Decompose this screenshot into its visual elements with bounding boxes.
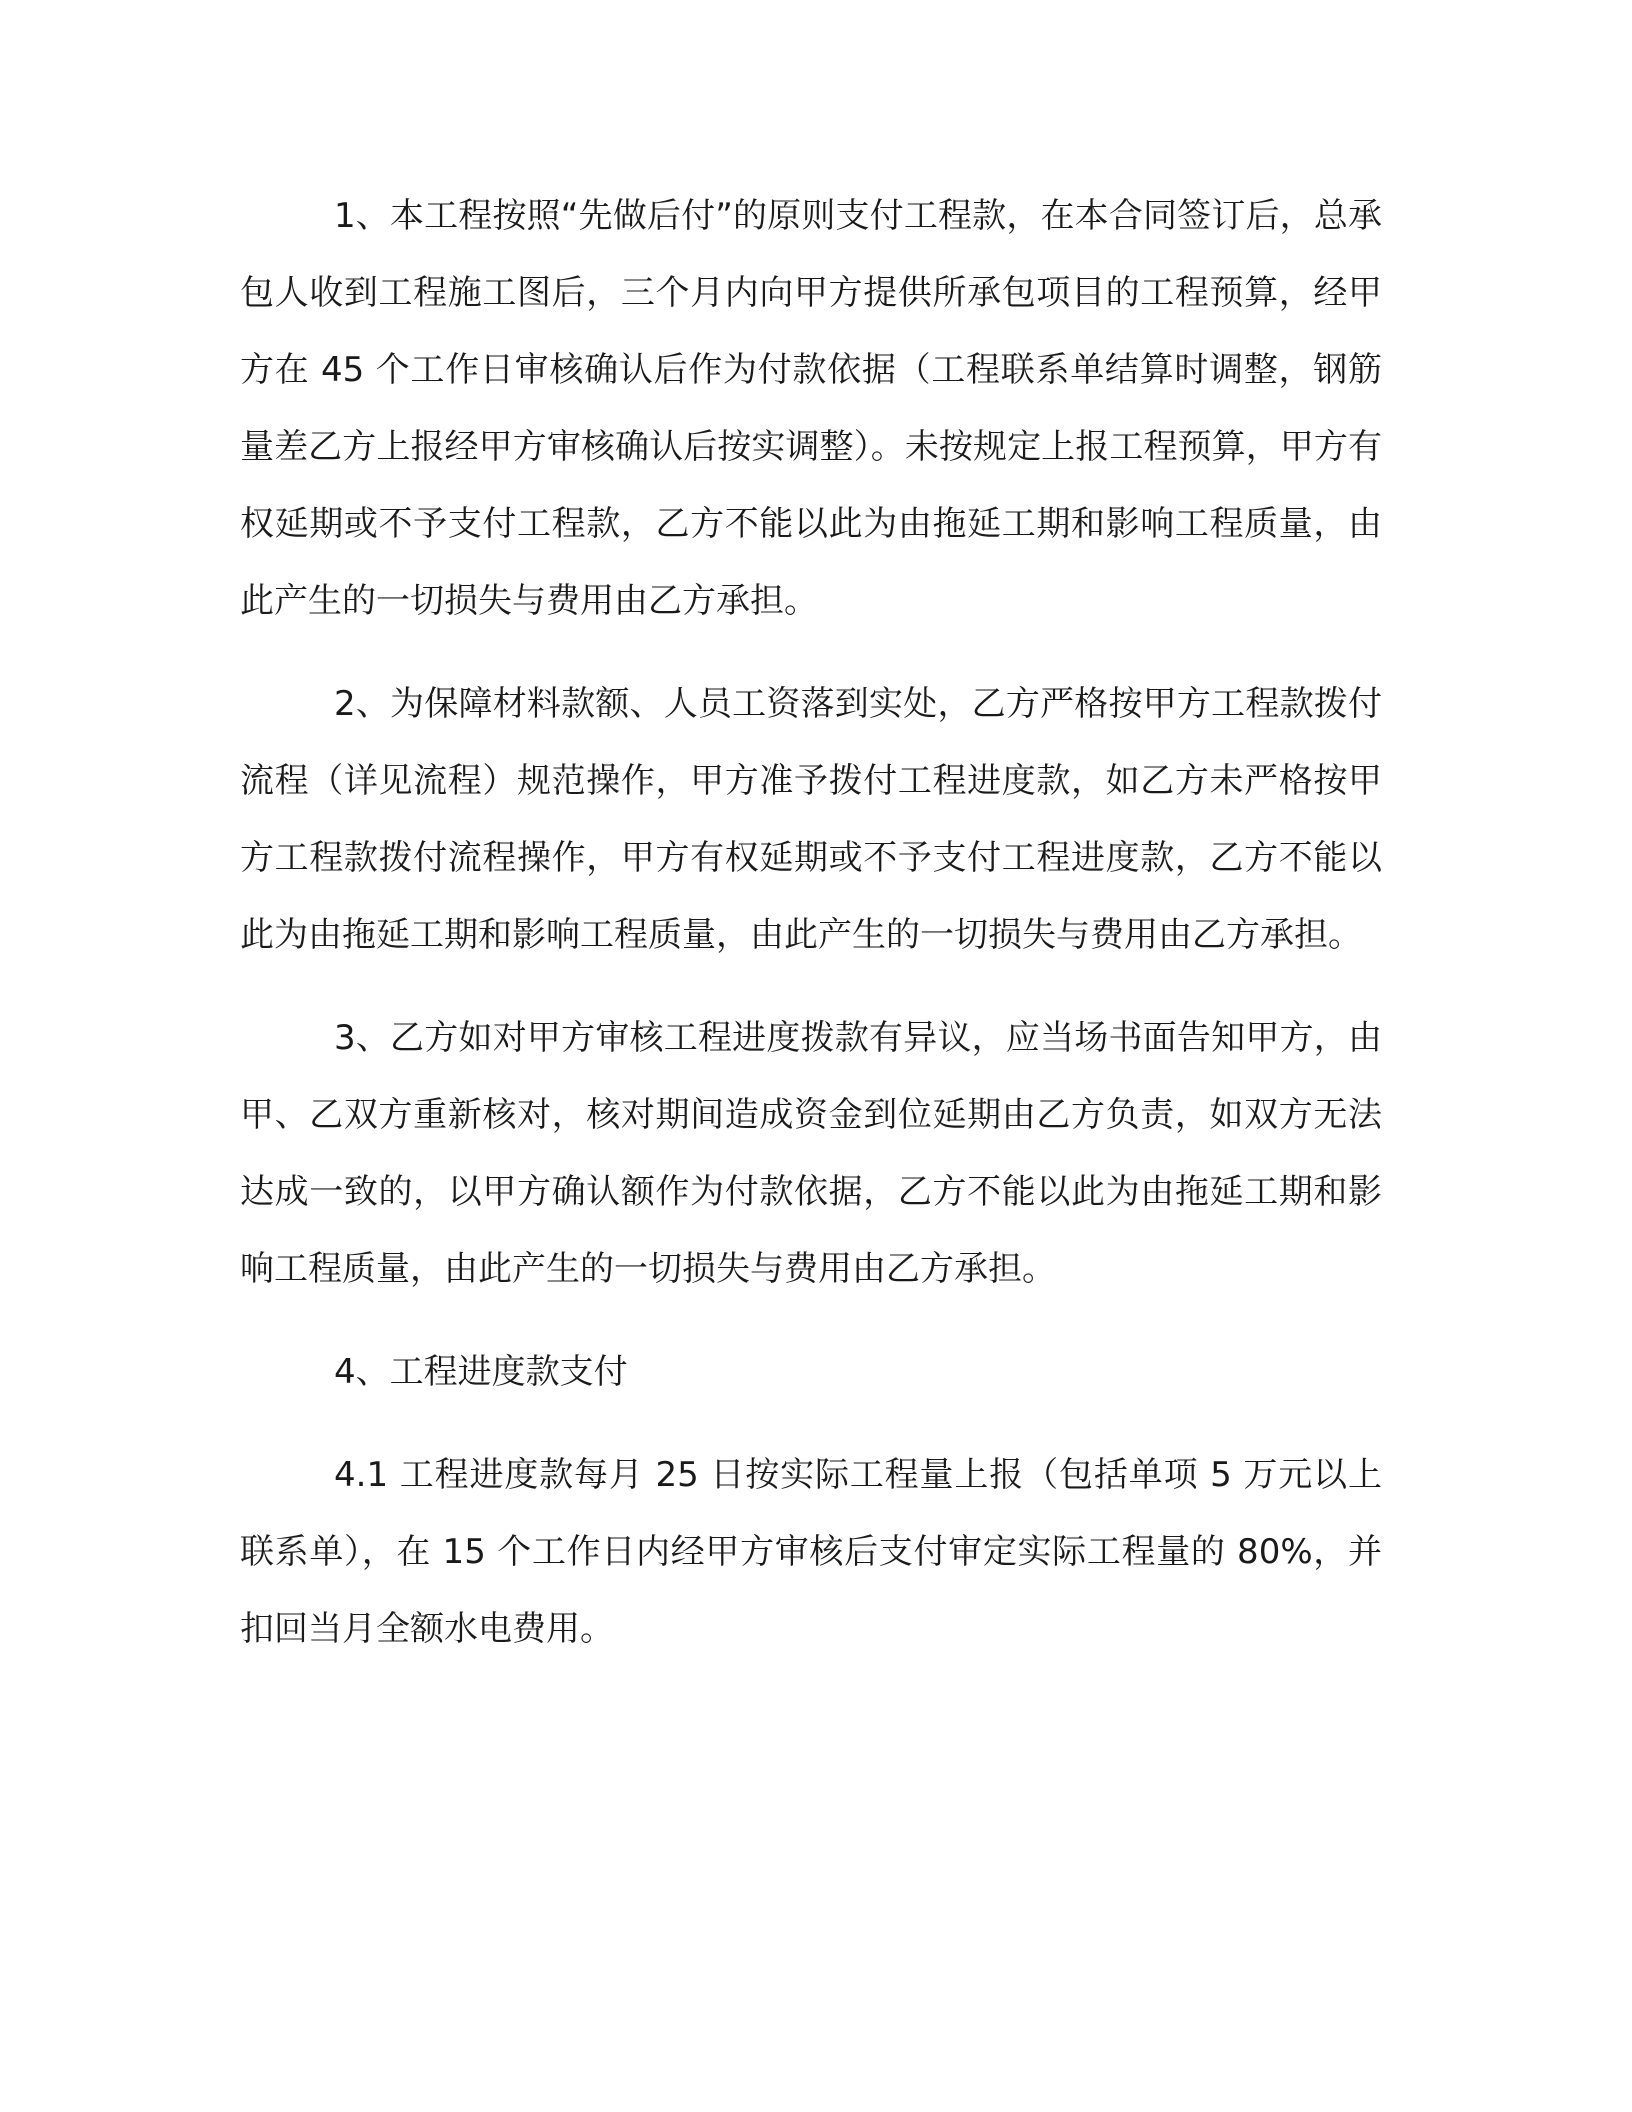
paragraph-2: 2、为保障材料款额、人员工资落到实处，乙方严格按甲方工程款拨付流程（详见流程）规范操作，甲方准予拨付工程进度款，如乙方未严格按甲方工程款拨付流程操作，甲方有权延期或不予支付工程进度款，乙方不能以此为由拖延工期和影响工程质量，由此产生的一切损失与费用由乙方承担。	[240, 684, 1382, 955]
document-body	[240, 178, 1382, 1668]
paragraph-gap	[240, 640, 1382, 666]
paragraph-1: 1、本工程按照“先做后付”的原则支付工程款，在本合同签订后，总承包人收到工程施工图后，三个月内向甲方提供所承包项目的工程预算，经甲方在 45 个工作日审核确认后作为付款依据（工程联系单结算时调整，钢筋量差乙方上报经甲方审核确认后按实调整）。未按规定上报工程预算，甲方有权延期或不予支付工程款，乙方不能以此为由拖延工期和影响工程质量，由此产生的一切损失与费用由乙方承担。	[240, 196, 1382, 621]
paragraph-gap	[240, 974, 1382, 1000]
paragraph-gap	[240, 1411, 1382, 1437]
paragraph-3: 3、乙方如对甲方审核工程进度拨款有异议，应当场书面告知甲方，由甲、乙双方重新核对，核对期间造成资金到位延期由乙方负责，如双方无法达成一致的，以甲方确认额作为付款依据，乙方不能以此为由拖延工期和影响工程质量，由此产生的一切损失与费用由乙方承担。	[240, 1018, 1382, 1289]
section-heading-4: 4、工程进度款支付	[334, 1352, 628, 1392]
paragraph-gap	[240, 1308, 1382, 1334]
paragraph-4-1: 4.1 工程进度款每月 25 日按实际工程量上报（包括单项 5 万元以上联系单），在 15 个工作日内经甲方审核后支付审定实际工程量的 80%，并扣回当月全额水电费用。	[240, 1455, 1382, 1649]
